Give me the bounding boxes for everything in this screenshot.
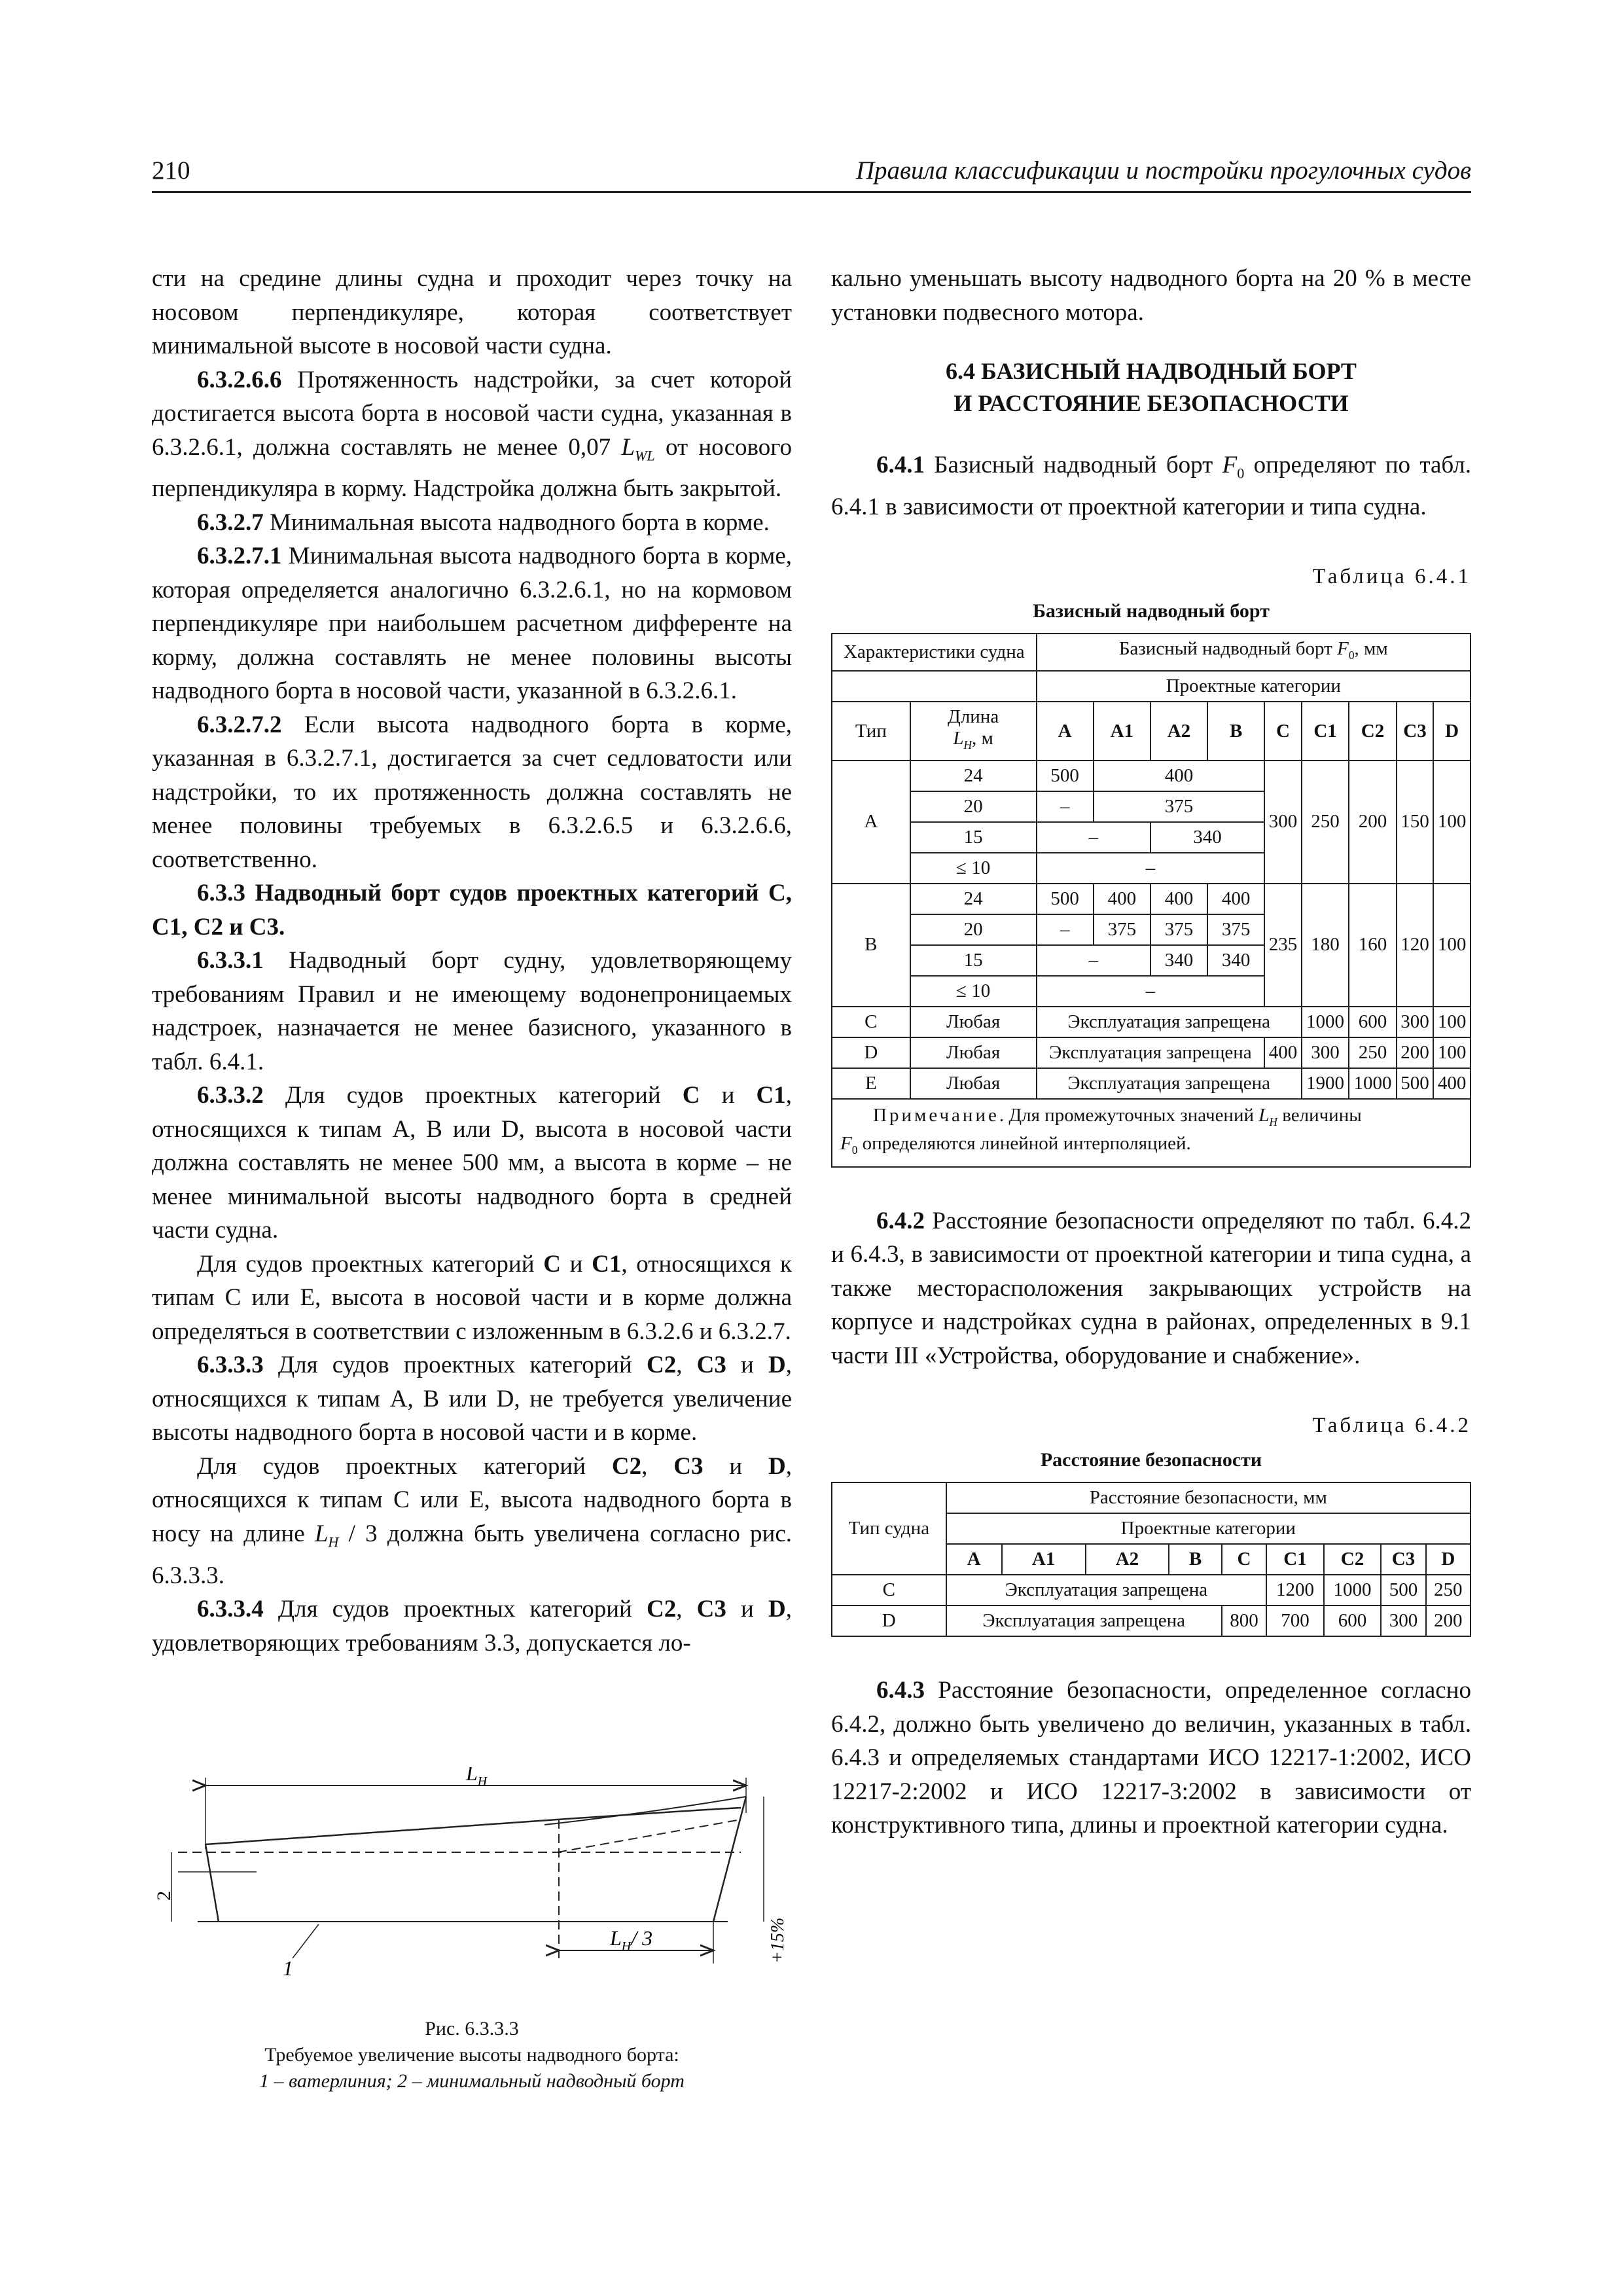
section-heading: 6.4 БАЗИСНЫЙ НАДВОДНЫЙ БОРТ И РАССТОЯНИЕ БЕЗОПАСНОСТИ xyxy=(946,358,1357,416)
table-cell: 150 xyxy=(1397,761,1434,884)
table-cell: 250 xyxy=(1302,761,1349,884)
table-cell: 500 xyxy=(1037,761,1094,791)
header-rule xyxy=(152,191,1471,193)
table-cell: 400 xyxy=(1207,884,1264,914)
table-header: C xyxy=(1264,702,1302,761)
table-cell: 375 xyxy=(1094,791,1264,822)
table-cell: – xyxy=(1037,914,1094,945)
table-cell: Любая xyxy=(910,1037,1037,1068)
table-cell: A xyxy=(832,761,910,884)
table-cell: 400 xyxy=(1264,1037,1302,1068)
table-cell: 1000 xyxy=(1349,1068,1396,1099)
table-cell: 100 xyxy=(1433,884,1471,1007)
table-cell: Эксплуатация запрещена xyxy=(1037,1007,1302,1037)
table-header: D xyxy=(1433,702,1471,761)
table-cell: 250 xyxy=(1349,1037,1396,1068)
table-header: Тип судна xyxy=(832,1482,946,1575)
table-cell: C xyxy=(832,1007,910,1037)
table-header: A1 xyxy=(1094,702,1150,761)
table-cell: 700 xyxy=(1266,1605,1324,1636)
table-cell: 250 xyxy=(1426,1575,1471,1605)
table-cell: 20 xyxy=(910,914,1037,945)
table-cell: 400 xyxy=(1094,884,1150,914)
paragraph: кально уменьшать высоту надводного борта на 20 % в месте установки подвесного мотора. xyxy=(831,265,1471,326)
table-cell: 300 xyxy=(1264,761,1302,884)
table-cell: Эксплуатация запрещена xyxy=(1037,1068,1302,1099)
paragraph: Для судов проектных категорий С и С1, относящихся к типам С или Е, высота в носовой части и в корме должна определяться в соответствии с изложенным в 6.3.2.6 и 6.3.2.7. xyxy=(152,1250,792,1345)
table-header: D xyxy=(1426,1544,1471,1575)
paragraph: 6.3.3.1 Надводный борт судну, удовлетворяющему требованиям Правил и не имеющему водонепроницаемых надстроек, назначается не менее базисного, указанного в табл. 6.4.1. xyxy=(152,947,792,1075)
table-cell: 500 xyxy=(1397,1068,1434,1099)
raised-bow-line xyxy=(544,1797,746,1825)
table-cell: 235 xyxy=(1264,884,1302,1007)
table-header: Расстояние безопасности, мм xyxy=(946,1482,1471,1513)
table-header: Проектные категории xyxy=(946,1513,1471,1544)
table-header: A2 xyxy=(1086,1544,1169,1575)
table-cell: D xyxy=(832,1037,910,1068)
figure-caption-title: Рис. 6.3.3.3 xyxy=(425,2018,519,2039)
table-cell: 1200 xyxy=(1266,1575,1324,1605)
table-cell: 300 xyxy=(1302,1037,1349,1068)
table-cell: D xyxy=(832,1605,946,1636)
table-cell: 800 xyxy=(1222,1605,1266,1636)
paragraph: 6.3.2.6.6 Протяженность надстройки, за счет которой достигается высота борта в носовой части судна, указанная в 6.3.2.6.1, должна составлять не менее 0,07 $L_{WL}$ от носового перпендикуляра в корму. Надстройка должна быть закрытой. xyxy=(152,366,792,503)
table-cell: Эксплуатация запрещена xyxy=(946,1605,1222,1636)
table-header: A1 xyxy=(1002,1544,1086,1575)
label-lh: $L_H$ xyxy=(466,1767,488,1789)
table-cell: 300 xyxy=(1381,1605,1425,1636)
paragraph: 6.3.3.4 Для судов проектных категорий С2, С3 и D, удовлетворяющих требованиям 3.3, допускается ло- xyxy=(152,1596,792,1657)
table-header: C3 xyxy=(1397,702,1434,761)
label-lh3: $L_H/$ 3 xyxy=(610,1926,653,1954)
table-cell: 375 xyxy=(1207,914,1264,945)
table-caption: Таблица 6.4.1 xyxy=(1312,565,1471,589)
table-cell: 340 xyxy=(1150,822,1264,853)
table-cell: 1000 xyxy=(1302,1007,1349,1037)
stern-line xyxy=(205,1844,219,1922)
left-column xyxy=(152,262,792,1660)
table-cell: 400 xyxy=(1094,761,1264,791)
table-cell: – xyxy=(1037,822,1150,853)
deck-line xyxy=(205,1808,741,1844)
table-cell: Эксплуатация запрещена xyxy=(946,1575,1267,1605)
page-number: 210 xyxy=(152,156,190,185)
figure-caption-line: 1 – ватерлиния; 2 – минимальный надводный борт xyxy=(259,2070,685,2092)
label-2: 2 xyxy=(153,1891,175,1901)
table-header: C1 xyxy=(1302,702,1349,761)
table-header: Характеристики судна xyxy=(832,634,1037,671)
table-cell: C xyxy=(832,1575,946,1605)
table-cell: 400 xyxy=(1433,1068,1471,1099)
paragraph: 6.3.2.7.1 Минимальная высота надводного борта в корме, которая определяется аналогично 6.3.2.6.1, но на кормовом перпендикуляре при наибольшем расчетном дифференте на корму, должна составлять не менее половины высоты надводного борта в носовой части, указанной в 6.3.2.6.1. xyxy=(152,543,792,705)
table-cell: 500 xyxy=(1037,884,1094,914)
table-cell: 200 xyxy=(1349,761,1396,884)
table-cell: 400 xyxy=(1150,884,1207,914)
table-cell: 180 xyxy=(1302,884,1349,1007)
table-header: C2 xyxy=(1324,1544,1382,1575)
table-header: C1 xyxy=(1266,1544,1324,1575)
paragraph: 6.3.2.7.2 Если высота надводного борта в корме, указанная в 6.3.2.7.1, достигается за счет седловатости или надстройки, то их протяженность должна составлять не менее половины требуемых в 6.3.2.6.5 и 6.3.2.6.6, соответственно. xyxy=(152,711,792,873)
table-cell: 100 xyxy=(1433,1007,1471,1037)
table-cell: – xyxy=(1037,976,1265,1007)
bow-line xyxy=(713,1797,746,1922)
table-cell: 20 xyxy=(910,791,1037,822)
leader-1 xyxy=(293,1924,319,1958)
table-cell: – xyxy=(1037,791,1094,822)
table-cell: 24 xyxy=(910,761,1037,791)
subsection-heading: 6.3.3 Надводный борт судов проектных категорий С, С1, С2 и С3. xyxy=(152,880,792,941)
table-note: Примечание. Для промежуточных значений $L_H$ величины $F_0$ определяются линейной интерполяцией. xyxy=(832,1099,1471,1167)
table-cell: 160 xyxy=(1349,884,1396,1007)
table-header: A xyxy=(1037,702,1094,761)
bow-increase-line xyxy=(558,1820,741,1852)
table-cell: 300 xyxy=(1397,1007,1434,1037)
paragraph: 6.3.3.3 Для судов проектных категорий С2, С3 и D, относящихся к типам A, B или D, не требуется увеличение высоты надводного борта в носовой части и в корме. xyxy=(152,1352,792,1446)
right-column xyxy=(831,262,1471,1842)
table-header: A xyxy=(946,1544,1002,1575)
table-cell: 500 xyxy=(1381,1575,1425,1605)
table-cell: Эксплуатация запрещена xyxy=(1037,1037,1265,1068)
table-header: Проектные категории xyxy=(1037,671,1471,702)
table-cell: ≤ 10 xyxy=(910,853,1037,884)
table-title: Базисный надводный борт xyxy=(1033,600,1270,622)
paragraph: сти на средине длины судна и проходит через точку на носовом перпендикуляре, которая соответствует минимальной высоте в носовой части судна. xyxy=(152,265,792,359)
table-header: A2 xyxy=(1150,702,1207,761)
table-header: C xyxy=(1222,1544,1266,1575)
table-header: Длина $L_H$, м xyxy=(910,702,1037,761)
table-cell: 375 xyxy=(1094,914,1150,945)
table-cell: Любая xyxy=(910,1007,1037,1037)
table-cell: ≤ 10 xyxy=(910,976,1037,1007)
table-header: C2 xyxy=(1349,702,1396,761)
table-cell: E xyxy=(832,1068,910,1099)
table-cell: Любая xyxy=(910,1068,1037,1099)
label-15: +15% xyxy=(768,1917,788,1964)
table-cell: 100 xyxy=(1433,1037,1471,1068)
table-cell: 120 xyxy=(1397,884,1434,1007)
table-cell: 600 xyxy=(1349,1007,1396,1037)
paragraph: 6.4.1 Базисный надводный борт $F_0$ определяют по табл. 6.4.1 в зависимости от проектной категории и типа судна. xyxy=(831,452,1471,520)
table-header: Базисный надводный борт $F_0$, мм xyxy=(1037,634,1471,671)
table-cell: 100 xyxy=(1433,761,1471,884)
table-caption: Таблица 6.4.2 xyxy=(1312,1414,1471,1438)
paragraph: 6.3.2.7 Минимальная высота надводного борта в корме. xyxy=(197,509,770,536)
table-cell: 200 xyxy=(1426,1605,1471,1636)
table-safety-distance xyxy=(831,1482,1471,1637)
freeboard-figure xyxy=(152,1767,792,1983)
table-header: Тип xyxy=(832,702,910,761)
table-cell: 200 xyxy=(1397,1037,1434,1068)
figure-caption-line: Требуемое увеличение высоты надводного борта: xyxy=(264,2044,679,2066)
table-cell: 15 xyxy=(910,822,1037,853)
paragraph: Для судов проектных категорий С2, С3 и D, относящихся к типам С или Е, высота надводного борта в носу на длине $L_H / 3$ должна быть увеличена согласно рис. 6.3.3.3. xyxy=(152,1452,792,1589)
paragraph: 6.4.2 Расстояние безопасности определяют по табл. 6.4.2 и 6.4.3, в зависимости от проектной категории и типа судна, а также месторасположения закрывающих устройств на корпусе и надстройках судна в районах, определенных в 9.1 части III «Устройства, оборудование и снабжение». xyxy=(831,1207,1471,1369)
table-title: Расстояние безопасности xyxy=(1040,1448,1262,1471)
table-cell: 340 xyxy=(1150,945,1207,976)
table-header xyxy=(832,671,1037,702)
paragraph: 6.4.3 Расстояние безопасности, определенное согласно 6.4.2, должно быть увеличено до величин, указанных в табл. 6.4.3 и определяемых стандартами ИСО 12217-1:2002, ИСО 12217-2:2002 и ИСО 12217-3:2002 в зависимости от конструктивного типа, длины и проектной категории судна. xyxy=(831,1677,1471,1839)
table-cell: B xyxy=(832,884,910,1007)
table-header: B xyxy=(1169,1544,1221,1575)
table-cell: 600 xyxy=(1324,1605,1382,1636)
figure-caption xyxy=(152,2016,792,2094)
table-cell: 340 xyxy=(1207,945,1264,976)
table-cell: 1000 xyxy=(1324,1575,1382,1605)
table-cell: 375 xyxy=(1150,914,1207,945)
table-cell: – xyxy=(1037,853,1265,884)
table-header: C3 xyxy=(1381,1544,1425,1575)
running-title: Правила классификации и постройки прогулочных судов xyxy=(855,156,1471,185)
paragraph: 6.3.3.2 Для судов проектных категорий С и С1, относящихся к типам A, B или D, высота в носовой части должна составлять не менее 500 мм, а высота в корме – не менее минимальной высоты надводного борта в средней части судна. xyxy=(152,1082,792,1244)
table-cell: 1900 xyxy=(1302,1068,1349,1099)
table-header: B xyxy=(1207,702,1264,761)
table-cell: 24 xyxy=(910,884,1037,914)
table-cell: – xyxy=(1037,945,1150,976)
table-cell: 15 xyxy=(910,945,1037,976)
label-1: 1 xyxy=(283,1956,293,1980)
table-base-freeboard xyxy=(831,633,1471,1167)
